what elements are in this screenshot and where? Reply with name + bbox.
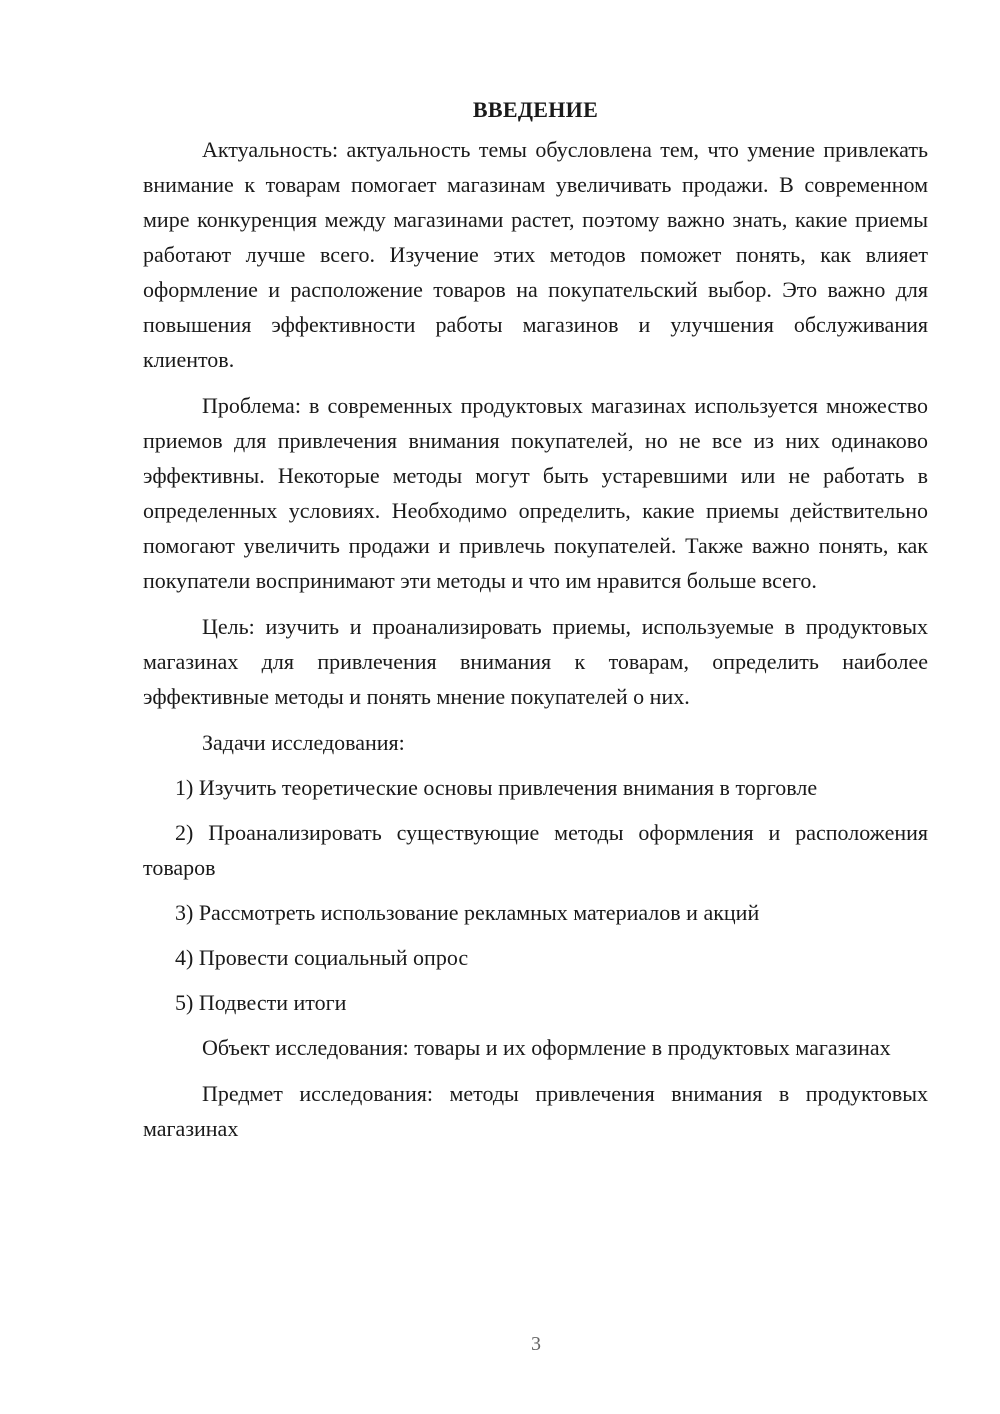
page-number: 3 bbox=[531, 1333, 541, 1355]
page-title: ВВЕДЕНИЕ bbox=[472, 97, 599, 122]
paragraph-subject: Предмет исследования: методы привлечения внимания в продуктовых магазинах bbox=[143, 1081, 928, 1141]
paragraph-goal: Цель: изучить и проанализировать приемы, используемые в продуктовых магазинах для привлечения внимания к товарам, определить наиболее эффективные методы и понять мнение покупателей о них. bbox=[143, 614, 928, 709]
paragraph-problem: Проблема: в современных продуктовых магазинах используется множество приемов для привлечения внимания покупателей, но не все из них одинаково эффективны. Некоторые методы могут быть устаревшими или не работать в определенных условиях. Необходимо определить, какие приемы действительно помогают увеличить продажи и привлечь покупателей. Также важно понять, как покупатели воспринимают эти методы и что им нравится больше всего. bbox=[143, 393, 928, 593]
tasks-title: Задачи исследования: bbox=[202, 730, 405, 755]
paragraph-relevance: Актуальность: актуальность темы обусловлена тем, что умение привлекать внимание к товарам помогает магазинам увеличивать продажи. В современном мире конкуренция между магазинами растет, поэтому важно знать, какие приемы работают лучше всего. Изучение этих методов поможет понять, как влияет оформление и расположение товаров на покупательский выбор. Это важно для повышения эффективности работы магазинов и улучшения обслуживания клиентов. bbox=[143, 137, 928, 372]
document-page bbox=[143, 92, 928, 1157]
task-item: 4) Провести социальный опрос bbox=[175, 945, 469, 970]
task-item: 5) Подвести итоги bbox=[175, 990, 347, 1015]
task-item: 1) Изучить теоретические основы привлечения внимания в торговле bbox=[175, 775, 818, 800]
task-item: 3) Рассмотреть использование рекламных материалов и акций bbox=[175, 900, 760, 925]
paragraph-object: Объект исследования: товары и их оформление в продуктовых магазинах bbox=[202, 1035, 891, 1060]
task-item: 2) Проанализировать существующие методы оформления и расположения товаров bbox=[143, 820, 928, 880]
